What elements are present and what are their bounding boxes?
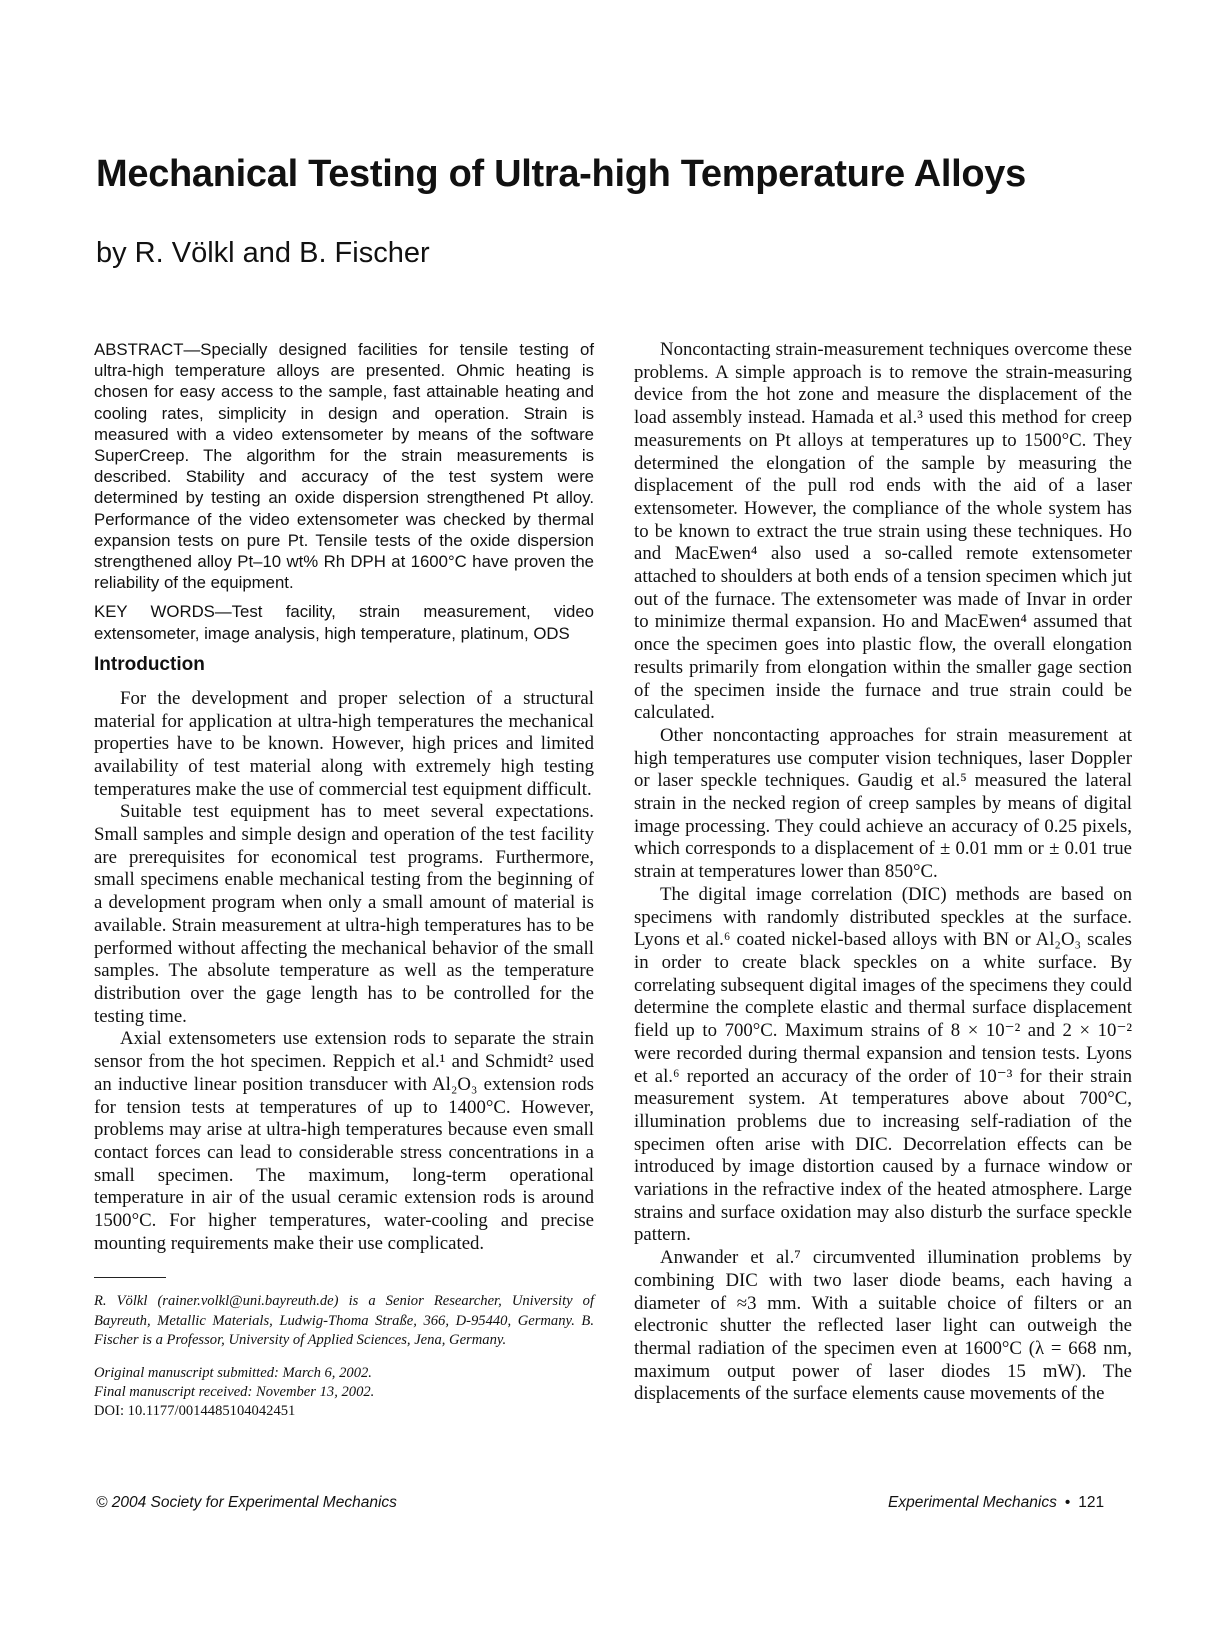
received-date: Final manuscript received: November 13, 2002.: [94, 1384, 375, 1401]
bullet-separator: •: [1064, 1494, 1071, 1511]
keywords: KEY WORDS—Test facility, strain measurement, video extensometer, image analysis, high temperature, platinum, ODS: [94, 602, 594, 643]
body-paragraph: Suitable test equipment has to meet several expectations. Small samples and simple design and operation of the test facility are prerequisites for economical test programs. Furthermore, small specimens enable mechanical testing from the beginning of a development program when only a small amount of material is available. Strain measurement at ultra-high temperatures has to be performed without affecting the mechanical behavior of the small samples. The absolute temperature as well as the temperature distribution over the gage length has to be controlled for the testing time.: [94, 801, 594, 1027]
body-paragraph: The digital image correlation (DIC) methods are based on specimens with randomly distributed speckles at the surface. Lyons et al.⁶ coated nickel-based alloys with BN or Al₂O₃ scales in order to create black speckles on a white surface. By correlating subsequent digital images of the specimens they could determine the complete elastic and thermal surface displacement field up to 700°C. Maximum strains of 8 × 10⁻² and 2 × 10⁻² were recorded during thermal expansion and tension tests. Lyons et al.⁶ reported an accuracy of the order of 10⁻³ for their strain measurement system. At temperatures above about 700°C, illumination problems due to increasing self-radiation of the specimen often arise with DIC. Decorrelation effects can be introduced by image distortion caused by a furnace window or variations in the refractive index of the heated atmosphere. Large strains and surface oxidation may also disturb the surface speckle pattern.: [634, 883, 1132, 1246]
abstract: ABSTRACT—Specially designed facilities for tensile testing of ultra-high temperature alloys are presented. Ohmic heating is chosen for easy access to the sample, fast attainable heating and cooling rates, simplicity in design and operation. Strain is measured with a video extensometer by means of the software SuperCreep. The algorithm for the strain measurements is described. Stability and accuracy of the test system were determined by testing an oxide dispersion strengthened Pt alloy. Performance of the video extensometer was checked by thermal expansion tests on pure Pt. Tensile tests of the oxide dispersion strengthened alloy Pt–10 wt% Rh DPH at 1600°C have proven the reliability of the equipment.: [94, 340, 594, 593]
page-number: 121: [1078, 1494, 1105, 1511]
body-paragraph: Other noncontacting approaches for strain measurement at high temperatures use computer vision techniques, laser Doppler or laser speckle techniques. Gaudig et al.⁵ measured the lateral strain in the necked region of creep samples by means of digital image processing. They could achieve an accuracy of 0.25 pixels, which corresponds to a displacement of ± 0.01 mm or ± 0.01 true strain at temperatures lower than 850°C.: [634, 724, 1132, 883]
doi: DOI: 10.1177/0014485104042451: [94, 1403, 296, 1420]
copyright-footer: © 2004 Society for Experimental Mechanics: [96, 1494, 397, 1511]
body-paragraph: Noncontacting strain-measurement techniques overcome these problems. A simple approach is to remove the strain-measuring device from the hot zone and measure the displacement of the load assembly instead. Hamada et al.³ used this method for creep measurements on Pt alloys at temperatures up to 1500°C. They determined the elongation of the sample by measuring the displacement of the pull rod ends with the aid of a laser extensometer. However, the compliance of the whole system has to be known to extract the true strain using these techniques. Ho and MacEwen⁴ also used a so-called remote extensometer attached to shoulders at both ends of a tension specimen which jut out of the furnace. The extensometer was made of Invar in order to minimize thermal expansion. Ho and MacEwen⁴ assumed that once the specimen goes into plastic flow, the overall elongation results primarily from elongation within the smaller gage section of the specimen inside the furnace and true strain could be calculated.: [634, 339, 1132, 724]
body-paragraph: Axial extensometers use extension rods to separate the strain sensor from the hot specimen. Reppich et al.¹ and Schmidt² used an inductive linear position transducer with Al₂O₃ extension rods for tension tests at temperatures of up to 1400°C. However, problems may arise at ultra-high temperatures because even small contact forces can lead to considerable stress concentrations in a small specimen. The maximum, long-term operational temperature in air of the usual ceramic extension rods is around 1500°C. For higher temperatures, water-cooling and precise mounting requirements make their use complicated.: [94, 1028, 594, 1254]
body-paragraph: For the development and proper selection of a structural material for application at ultra-high temperatures the mechanical properties have to be known. However, high prices and limited availability of test material along with extremely high testing temperatures make the use of commercial test equipment difficult.: [94, 687, 594, 800]
author-footnote: R. Völkl (rainer.volkl@uni.bayreuth.de) is a Senior Researcher, University of Bayreuth, Metallic Materials, Ludwig-Thoma Straße, 366, D-95440, Germany. B. Fischer is a Professor, University of Applied Sciences, Jena, Germany.: [94, 1293, 594, 1348]
page-footer: [888, 1494, 1104, 1512]
author-byline: by R. Völkl and B. Fischer: [96, 237, 430, 269]
right-column: [634, 339, 1132, 1406]
section-heading-introduction: Introduction: [94, 653, 205, 675]
journal-name: Experimental Mechanics: [888, 1494, 1057, 1511]
left-column: [94, 339, 594, 1422]
body-paragraph: Anwander et al.⁷ circumvented illumination problems by combining DIC with two laser diode beams, each having a diameter of ≈3 mm. With a suitable choice of filters or an electronic shutter the reflected laser light can outweigh the thermal radiation of the specimen even at 1600°C (λ = 668 nm, maximum output power of laser diodes 15 mW). The displacements of the surface elements cause movements of the: [634, 1247, 1132, 1405]
submitted-date: Original manuscript submitted: March 6, 2002.: [94, 1365, 372, 1382]
footnote-divider: [94, 1277, 166, 1278]
article-title: Mechanical Testing of Ultra-high Temperature Alloys: [96, 153, 1026, 195]
